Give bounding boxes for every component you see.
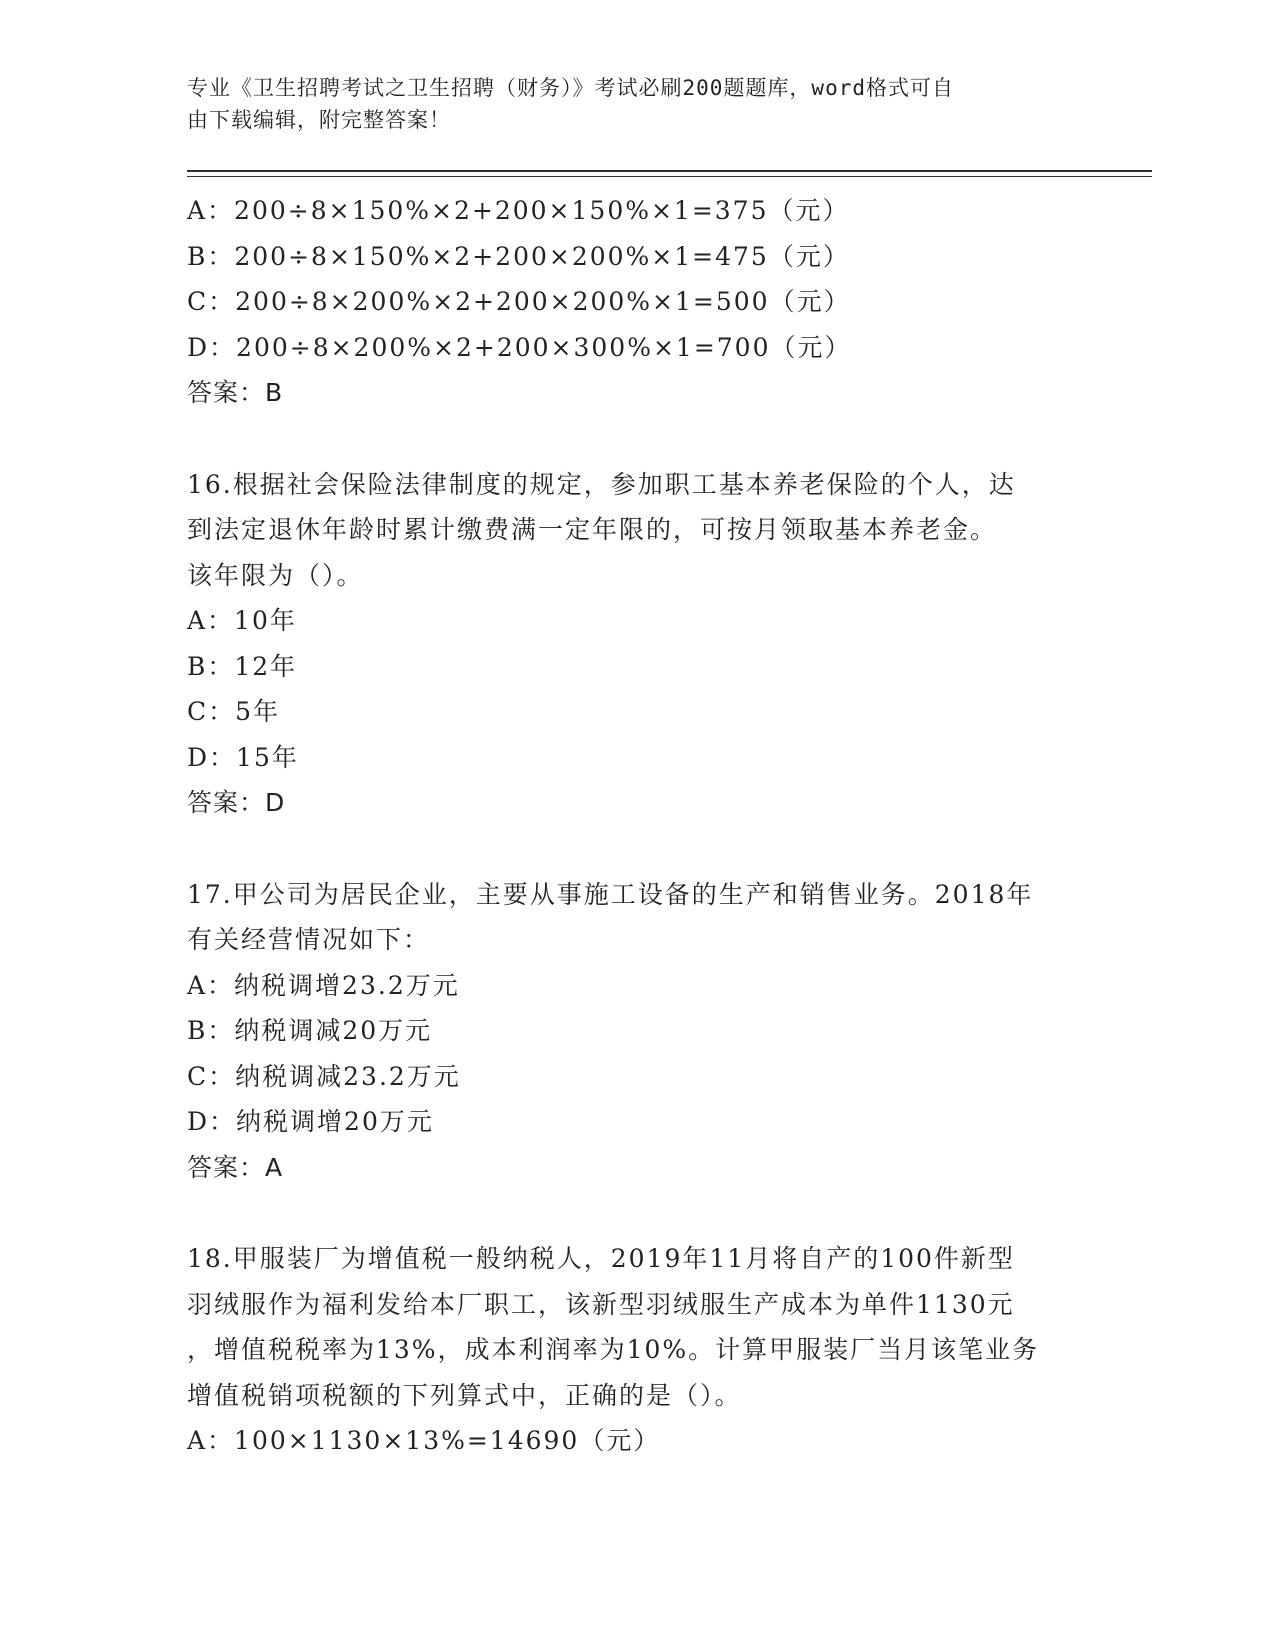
- question-content: [187, 188, 1087, 1464]
- question-stem-line: 有关经营情况如下：: [187, 925, 431, 954]
- answer: 答案：D: [187, 788, 286, 817]
- question-stem-line: 16.根据社会保险法律制度的规定，参加职工基本养老保险的个人，达: [187, 469, 1016, 499]
- option-a: A：200÷8×150%×2+200×150%×1=375（元）: [187, 196, 850, 225]
- option-c: C：200÷8×200%×2+200×200%×1=500（元）: [187, 287, 851, 316]
- question-stem-line: ，增值税税率为13%，成本利润率为10%。计算甲服装厂当月该笔业务: [187, 1335, 1040, 1364]
- option-a: A：10年: [187, 606, 297, 635]
- option-d: D：纳税调增20万元: [187, 1107, 434, 1136]
- option-b: B：纳税调减20万元: [187, 1016, 433, 1045]
- question-16-block: [187, 462, 1087, 826]
- question-stem-line: 18.甲服装厂为增值税一般纳税人，2019年11月将自产的100件新型: [187, 1244, 1015, 1273]
- option-a: A：100×1130×13%=14690（元）: [187, 1426, 661, 1455]
- header-divider-thin: [187, 176, 1152, 177]
- option-d: D：15年: [187, 742, 299, 772]
- option-a: A：纳税调增23.2万元: [187, 970, 460, 1000]
- question-stem-line: 羽绒服作为福利发给本厂职工，该新型羽绒服生产成本为单件1130元: [187, 1289, 1015, 1319]
- header-line-2: 由下载编辑，附完整答案！: [187, 108, 451, 132]
- option-d: D：200÷8×200%×2+200×300%×1=700（元）: [187, 332, 852, 362]
- question-15-block: [187, 188, 1087, 416]
- answer: 答案：A: [187, 1152, 284, 1182]
- question-stem-line: 到法定退休年龄时累计缴费满一定年限的，可按月领取基本养老金。: [187, 515, 998, 544]
- option-b: B：200÷8×150%×2+200×200%×1=475（元）: [187, 241, 850, 271]
- header-line-1: 专业《卫生招聘考试之卫生招聘（财务）》考试必刷200题题库，word格式可自: [187, 76, 954, 100]
- question-18-block: [187, 1236, 1087, 1464]
- option-c: C：纳税调减23.2万元: [187, 1061, 461, 1091]
- question-stem-line: 该年限为（）。: [187, 560, 364, 590]
- document-header: [187, 72, 1087, 136]
- option-b: B：12年: [187, 651, 298, 681]
- question-stem-line: 17.甲公司为居民企业，主要从事施工设备的生产和销售业务。2018年: [187, 879, 1034, 909]
- option-c: C：5年: [187, 697, 281, 726]
- question-17-block: [187, 872, 1087, 1191]
- answer: 答案：B: [187, 378, 284, 407]
- header-divider-thick: [187, 170, 1152, 172]
- question-stem-line: 增值税销项税额的下列算式中，正确的是（）。: [187, 1380, 742, 1410]
